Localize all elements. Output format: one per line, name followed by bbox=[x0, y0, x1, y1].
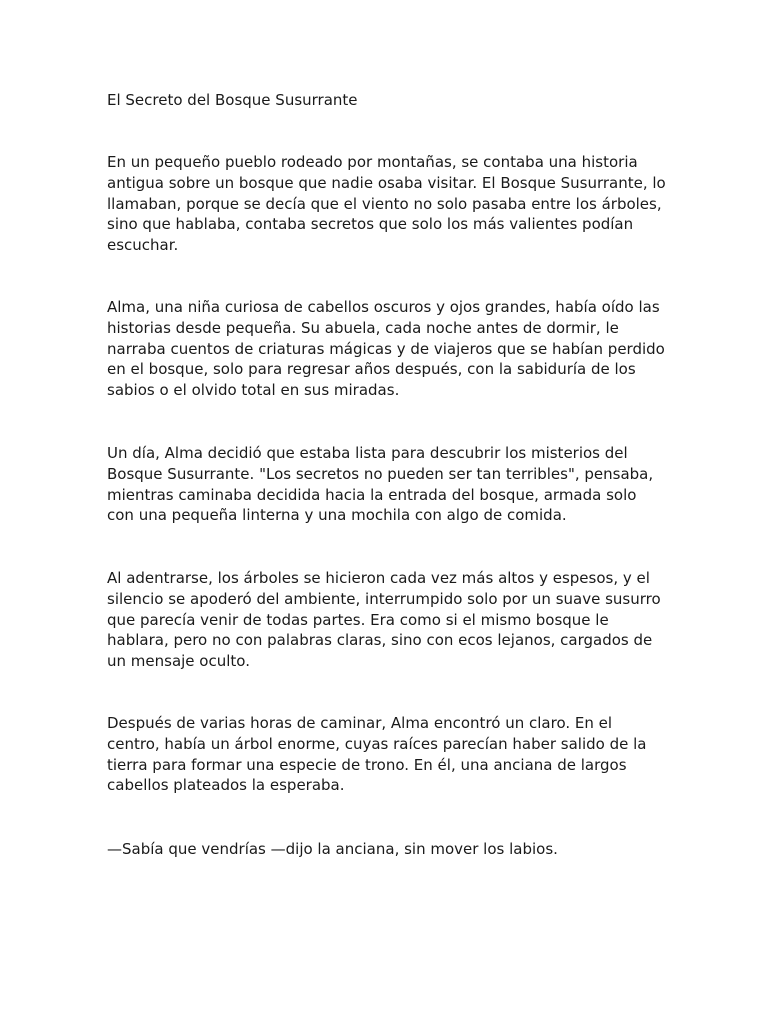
paragraph: Después de varias horas de caminar, Alma encontró un claro. En el centro, había un árbol enorme, cuyas raíces parecían haber salido de la tierra para formar una especie de trono. En él, una anciana de largos cabellos plateados la esperaba. bbox=[107, 714, 647, 795]
paragraph: En un pequeño pueblo rodeado por montañas, se contaba una historia antigua sobre un bosque que nadie osaba visitar. El Bosque Susurrante, lo llamaban, porque se decía que el viento no solo pasaba entre los árboles, sino que hablaba, contaba secretos que solo los más valientes podían escuchar. bbox=[107, 153, 666, 255]
paragraph: Al adentrarse, los árboles se hicieron cada vez más altos y espesos, y el silencio se apoderó del ambiente, interrumpido solo por un suave susurro que parecía venir de todas partes. Era como si el mismo bosque le hablara, pero no con palabras claras, sino con ecos lejanos, cargados de un mensaje oculto. bbox=[107, 569, 661, 671]
paragraph: —Sabía que vendrías —dijo la anciana, sin mover los labios. bbox=[107, 840, 558, 858]
paragraph: Un día, Alma decidió que estaba lista para descubrir los misterios del Bosque Susurrante. "Los secretos no pueden ser tan terribles", pensaba, mientras caminaba decidida hacia la entrada del bosque, armada solo con una pequeña linterna y una mochila con algo de comida. bbox=[107, 444, 654, 525]
document-title: El Secreto del Bosque Susurrante bbox=[107, 91, 358, 109]
paragraph: Alma, una niña curiosa de cabellos oscuros y ojos grandes, había oído las historias desde pequeña. Su abuela, cada noche antes de dormir, le narraba cuentos de criaturas mágicas y de viajeros que se habían perdido en el bosque, solo para regresar años después, con la sabiduría de los sabios o el olvido total en sus miradas. bbox=[107, 298, 665, 400]
